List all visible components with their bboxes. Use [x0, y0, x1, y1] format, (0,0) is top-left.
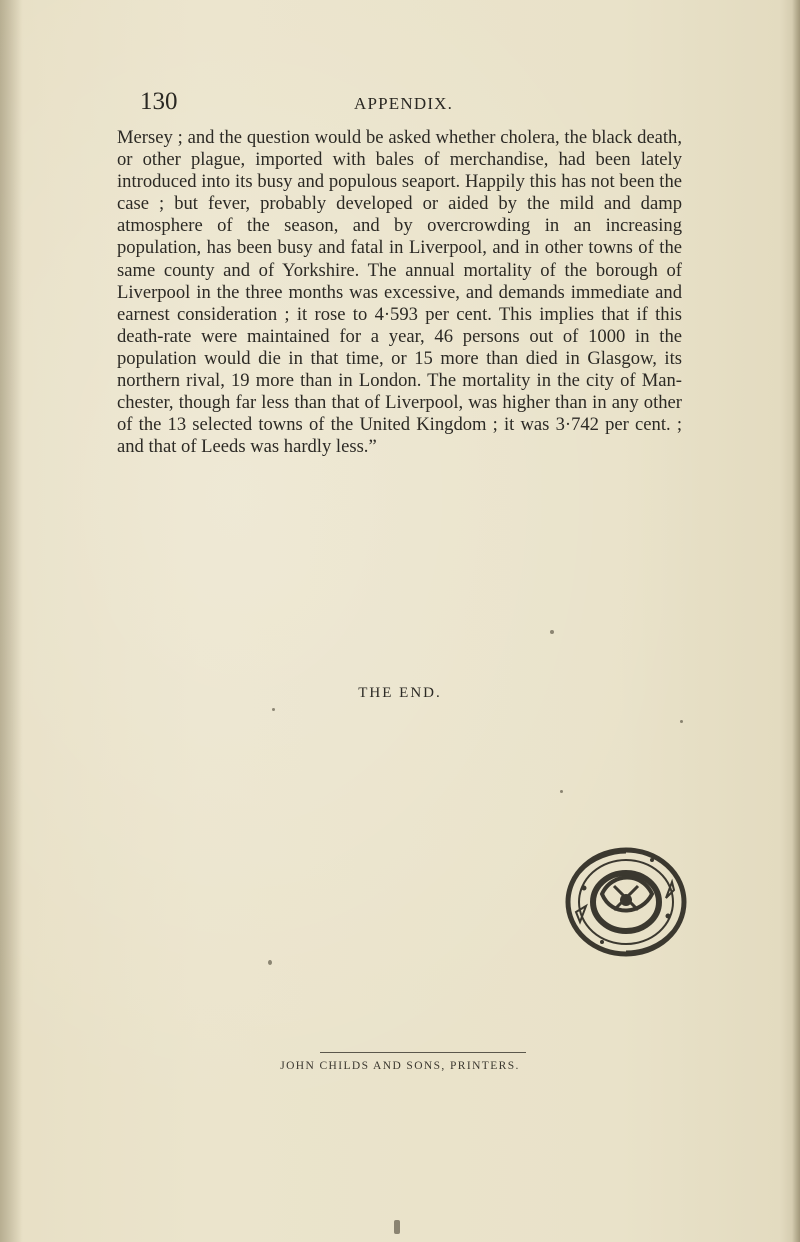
- running-head: APPENDIX.: [354, 94, 454, 113]
- gutter-shadow: [0, 0, 22, 1242]
- paper-speck: [560, 790, 563, 793]
- paper-speck: [550, 630, 554, 634]
- printer-imprint: JOHN CHILDS AND SONS, PRINTERS.: [280, 1060, 520, 1072]
- the-end-label: THE END.: [358, 685, 442, 701]
- page-number: 130: [140, 88, 178, 115]
- paper-speck: [272, 708, 275, 711]
- page-edge-shadow: [792, 0, 800, 1242]
- body-paragraph: Mersey ; and the question would be asked whether cholera, the black death, or other plague, imported with bales of merchandise, had been lately introduced into its busy and populous seaport. Happily this has not been the case ; but fever, probably developed or aided by the mild and damp atmosphere of the season, and by overcrowding in an increasing population, has been busy and fatal in Liverpool, and in other towns of the same county and of Yorkshire. The annual mortality of the borough of Liverpool in the three months was excessive, and demands immediate and earnest consideration ; it rose to 4·593 per cent. This implies that if this death-rate were maintained for a year, 46 persons out of 1000 in the population would die in that time, or 15 more than died in Glasgow, its northern rival, 19 more than in London. The mortality in the city of Manchester, though far less than that of Liverpool, was higher than in any other of the 13 selected towns of the United Kingdom ; it was 3·742 per cent. ; and that of Leeds was hardly less.”: [117, 127, 682, 458]
- imprint-divider: [320, 1052, 526, 1053]
- paper-speck: [394, 1220, 400, 1234]
- paper-speck: [268, 960, 272, 965]
- printers-device-icon: [562, 842, 692, 962]
- page-header: [138, 86, 658, 116]
- paper-speck: [680, 720, 683, 723]
